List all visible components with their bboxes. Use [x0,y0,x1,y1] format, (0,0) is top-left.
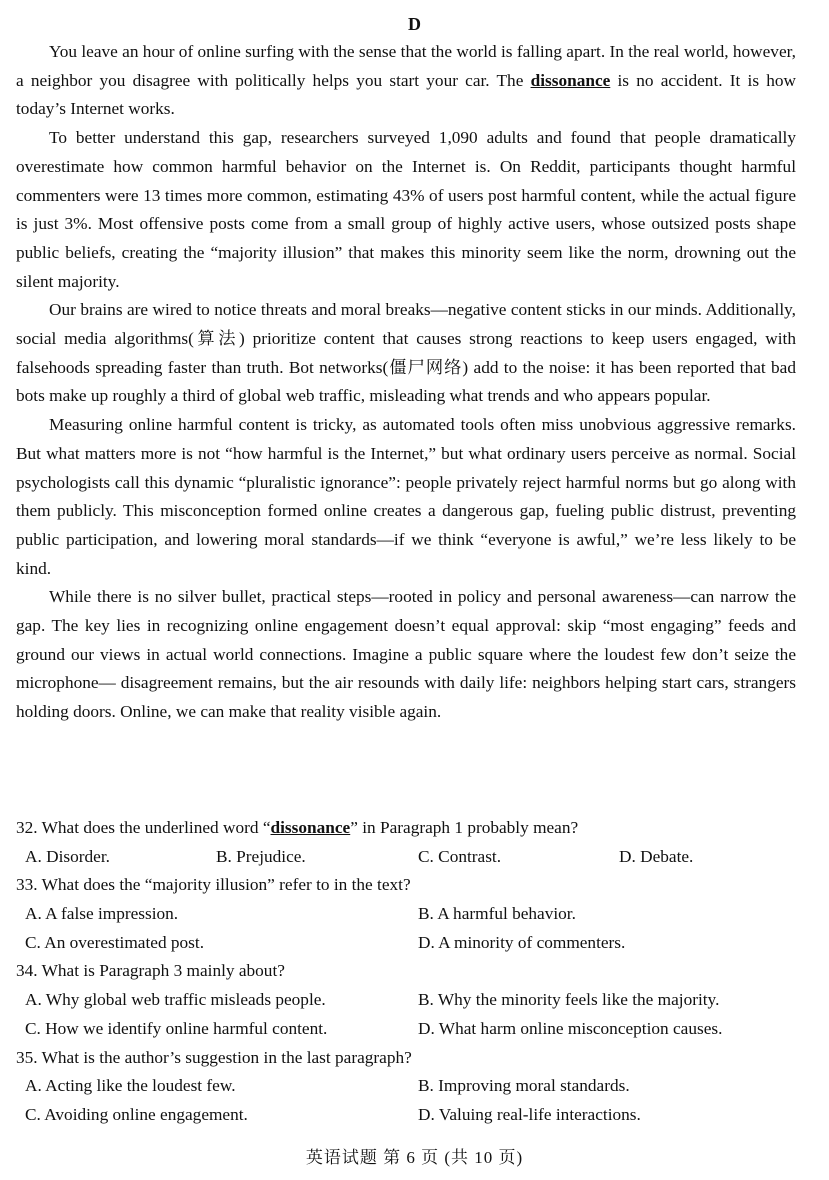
question-list [16,814,796,1130]
option-c[interactable]: C. Contrast. [418,846,502,866]
paragraph-4: Measuring online harmful content is tricky, as automated tools often miss unobvious aggressive remarks. But what matters more is not “how harmful is the Internet,” but what ordinary users perceive as normal. Social psychologists call this dynamic “pluralistic ignorance”: people privately reject harmful norms but go along with them publicly. This misconception formed online creates a dangerous gap, fueling public distrust, preventing public participation, and lowering moral standards—if we think “everyone is awful,” we’re less likely to be kind. [16,415,796,578]
question-33 [16,871,796,957]
question-32 [16,814,796,871]
option-d[interactable]: D. What harm online misconception causes. [418,1018,723,1038]
page-footer: 英语试题 第 6 页 (共 10 页) [305,1148,524,1167]
option-row [16,929,796,958]
option-d[interactable]: D. A minority of commenters. [418,932,626,952]
paragraph-3: Our brains are wired to notice threats and moral breaks—negative content sticks in our minds. Additionally, social media algorithms(算法) prioritize content that causes strong reactions to keep users engaged, with falsehoods spreading faster than truth. Bot networks(僵尸网络) add to the noise: it has been reported that bad bots make up roughly a third of global web traffic, misleading what trends and who appears popular. [16,300,796,406]
paragraph-5: While there is no silver bullet, practical steps—rooted in policy and personal awareness—can narrow the gap. The key lies in recognizing online engagement doesn’t equal approval: skip “most engaging” feeds and ground our views in actual world connections. Imagine a public square where the loudest few don’t seize the microphone— disagreement remains, but the air resounds with daily life: neighbors helping start cars, strangers holding doors. Online, we can make that reality visible again. [16,587,796,722]
option-row [16,986,796,1015]
option-row [16,900,796,929]
option-d[interactable]: D. Valuing real-life interactions. [418,1104,641,1124]
option-a[interactable]: A. A false impression. [25,904,179,924]
stem-end: ” in Paragraph 1 probably mean? [350,818,579,837]
option-b[interactable]: B. Improving moral standards. [418,1076,630,1096]
question-34 [16,957,796,1043]
option-row [16,1101,796,1130]
underlined-word: dissonance [530,70,611,90]
paragraph-1-start: You leave an hour of online surfing with the sense that the world is falling apart. In the real world, however, a neighbor you disagree with politically helps you start your car. The [16,42,796,90]
option-c[interactable]: C. How we identify online harmful content. [25,1018,328,1038]
option-b[interactable]: B. Prejudice. [216,846,306,866]
option-d[interactable]: D. Debate. [619,846,694,866]
option-a[interactable]: A. Acting like the loudest few. [25,1076,236,1096]
underlined-word: dissonance [270,818,351,837]
option-row [16,843,796,872]
option-a[interactable]: A. Why global web traffic misleads people. [25,990,326,1010]
option-c[interactable]: C. An overestimated post. [25,932,205,952]
section-heading: D [408,14,421,34]
stem-start: 32. What does the underlined word “ [16,818,271,837]
option-c[interactable]: C. Avoiding online engagement. [25,1104,248,1124]
question-stem [16,814,796,843]
option-a[interactable]: A. Disorder. [25,846,110,866]
paragraph-1 [16,38,796,124]
paragraph-1-end: is no accident. It is how today’s Internet works. [16,70,797,119]
option-b[interactable]: B. Why the minority feels like the majority. [418,990,720,1010]
reading-passage [16,38,796,727]
option-row [16,1072,796,1101]
question-35 [16,1044,796,1130]
question-stem: 35. What is the author’s suggestion in the last paragraph? [16,1047,412,1067]
option-b[interactable]: B. A harmful behavior. [418,904,576,924]
paragraph-2: To better understand this gap, researchers surveyed 1,090 adults and found that people dramatically overestimate how common harmful behavior on the Internet is. On Reddit, participants thought harmful commenters were 13 times more common, estimating 43% of users post harmful content, while the actual figure is just 3%. Most offensive posts come from a small group of highly active users, whose outsized posts shape public beliefs, creating the “majority illusion” that makes this minority seem like the norm, drowning out the silent majority. [16,128,796,291]
question-stem: 33. What does the “majority illusion” refer to in the text? [16,875,411,895]
option-row [16,1015,796,1044]
question-stem: 34. What is Paragraph 3 mainly about? [16,961,285,981]
